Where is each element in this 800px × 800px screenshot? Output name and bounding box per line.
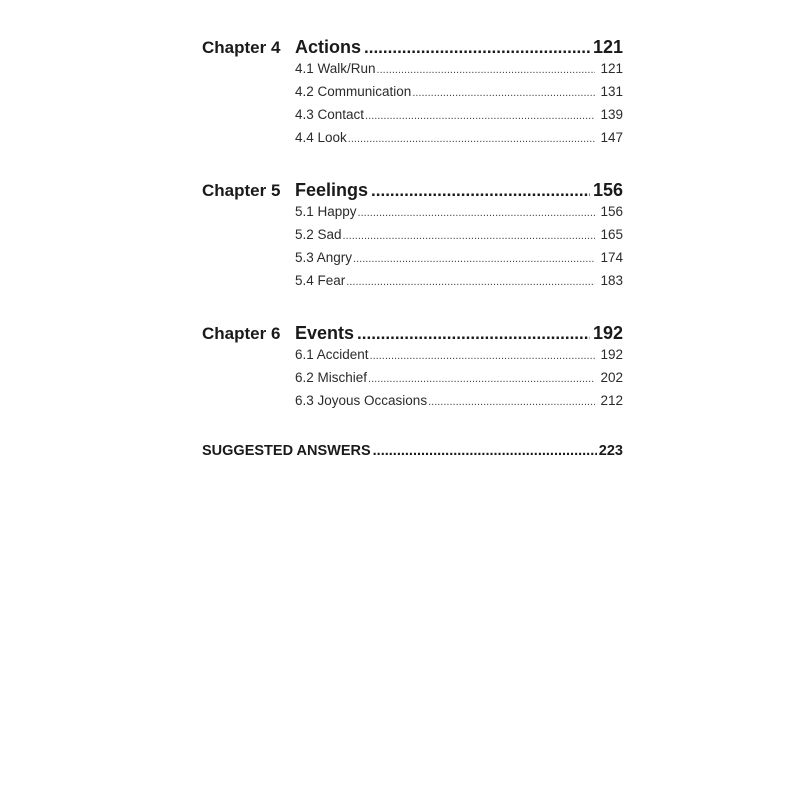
section-entry[interactable] — [295, 84, 623, 107]
chapter-heading[interactable] — [202, 180, 623, 204]
chapter-title: Feelings — [295, 180, 369, 200]
dot-leader — [343, 230, 595, 242]
section-page-number: 165 — [600, 227, 623, 242]
answers-title: SUGGESTED ANSWERS — [202, 443, 371, 459]
section-entry[interactable] — [295, 107, 623, 130]
chapter-4 — [202, 37, 623, 153]
section-page-number: 192 — [600, 347, 623, 362]
chapter-label: Chapter 6 — [202, 324, 281, 343]
section-page-number: 121 — [600, 61, 623, 76]
chapter-heading[interactable] — [202, 37, 623, 61]
section-page-number: 202 — [600, 370, 623, 385]
section-title: 4.4 Look — [295, 130, 347, 145]
dot-leader — [370, 350, 595, 362]
chapter-label: Chapter 5 — [202, 181, 281, 200]
chapter-5 — [202, 180, 623, 296]
section-title: 6.2 Mischief — [295, 370, 368, 385]
section-title: 5.3 Angry — [295, 250, 353, 265]
dot-leader — [346, 276, 595, 288]
chapter-title: Actions — [295, 37, 362, 57]
section-title: 5.1 Happy — [295, 204, 357, 219]
table-of-contents — [202, 37, 623, 467]
section-title: 4.3 Contact — [295, 107, 365, 122]
section-title: 5.2 Sad — [295, 227, 342, 242]
section-entry[interactable] — [295, 393, 623, 416]
section-page-number: 147 — [600, 130, 623, 145]
section-entry[interactable] — [295, 370, 623, 393]
section-page-number: 212 — [600, 393, 623, 408]
dot-leader — [365, 110, 595, 122]
section-entry[interactable] — [295, 204, 623, 227]
section-title: 5.4 Fear — [295, 273, 346, 288]
answers-page-number: 223 — [598, 443, 623, 459]
section-page-number: 156 — [600, 204, 623, 219]
chapter-title: Events — [295, 323, 355, 343]
section-entry[interactable] — [295, 61, 623, 84]
section-entry[interactable] — [295, 347, 623, 370]
dot-leader — [358, 207, 595, 219]
section-page-number: 139 — [600, 107, 623, 122]
section-entry[interactable] — [295, 250, 623, 273]
section-page-number: 183 — [600, 273, 623, 288]
section-title: 6.1 Accident — [295, 347, 369, 362]
chapter-page-number: 192 — [592, 323, 623, 343]
section-title: 4.2 Communication — [295, 84, 412, 99]
dot-leader — [377, 64, 595, 76]
chapter-page-number: 121 — [592, 37, 623, 57]
chapter-page-number: 156 — [592, 180, 623, 200]
section-page-number: 174 — [600, 250, 623, 265]
dot-leader — [364, 38, 590, 58]
dot-leader — [357, 324, 590, 344]
dot-leader — [428, 396, 595, 408]
dot-leader — [368, 373, 595, 385]
section-entry[interactable] — [295, 130, 623, 153]
section-page-number: 131 — [600, 84, 623, 99]
dot-leader — [371, 181, 590, 201]
chapter-label: Chapter 4 — [202, 38, 281, 57]
section-entry[interactable] — [295, 273, 623, 296]
section-title: 6.3 Joyous Occasions — [295, 393, 428, 408]
section-title: 4.1 Walk/Run — [295, 61, 376, 76]
dot-leader — [353, 253, 595, 265]
section-entry[interactable] — [295, 227, 623, 250]
dot-leader — [348, 133, 595, 145]
suggested-answers-entry[interactable] — [202, 443, 623, 467]
chapter-6 — [202, 323, 623, 416]
chapter-heading[interactable] — [202, 323, 623, 347]
dot-leader — [412, 87, 595, 99]
dot-leader — [373, 443, 597, 459]
